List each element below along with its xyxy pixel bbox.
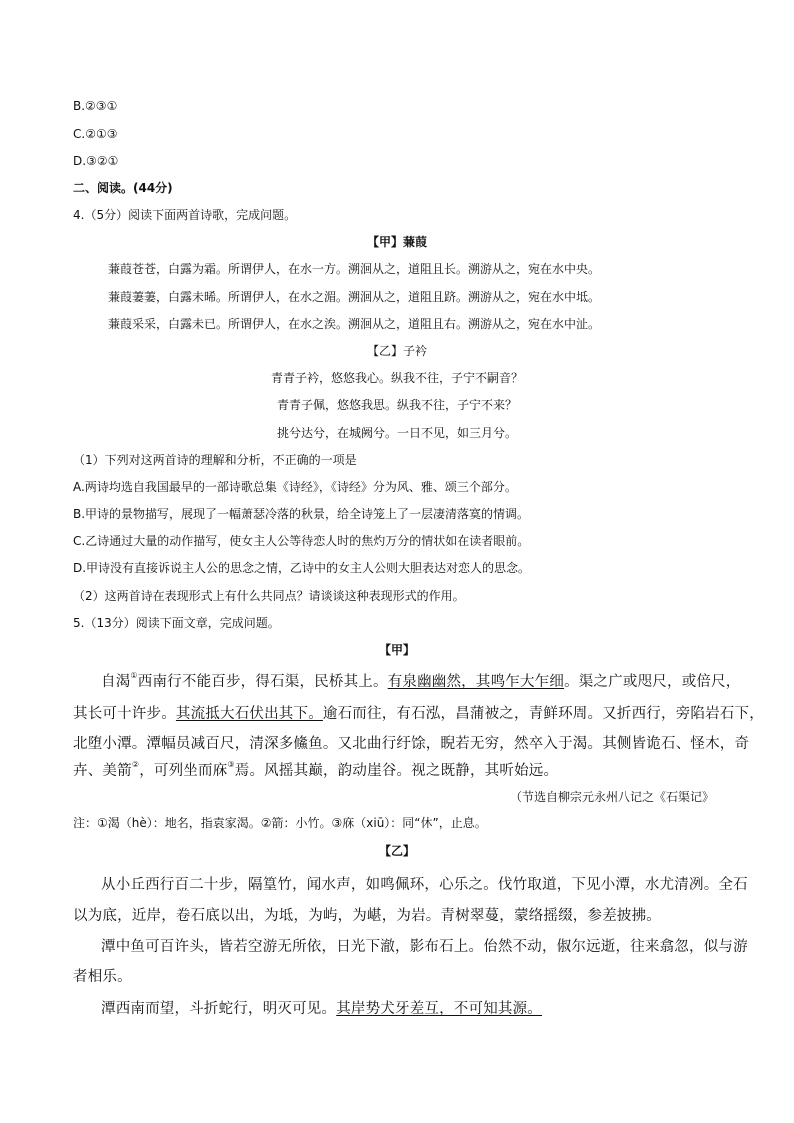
choice-d: D.甲诗没有直接诉说主人公的思念之情，乙诗中的女主人公则大胆表达对恋人的思念。	[73, 561, 531, 575]
jia-line-4: 卉、美箭②，可列坐而庥③焉。风摇其巅，韵动崖谷。视之既静，其听始远。	[73, 760, 559, 779]
jia-line-3: 北堕小潭。潭幅员减百尺，清深多鯈鱼。又北曲行纡馀，睨若无穷，然卒入于渴。其侧皆诡石、怪木，奇	[73, 736, 750, 752]
notes: 注：①渴（hè）：地名，指袁家渴。②箭：小竹。③庥（xiū）：同“休”，止息。	[73, 816, 487, 830]
q5-stem: 5.（13分）阅读下面文章，完成问题。	[73, 616, 280, 630]
option-c: C.②①③	[73, 127, 118, 141]
option-b: B.②③①	[73, 99, 118, 113]
jia-line-1: 自渴①西南行不能百步，得石渠，民桥其上。有泉幽幽然，其鸣乍大乍细。渠之广或咫尺，或倍尺，	[101, 671, 741, 690]
poem1-line: 蒹葭苍苍，白露为霜。所谓伊人，在水一方。溯洄从之，道阻且长。溯游从之，宛在水中央。	[108, 262, 601, 276]
option-d: D.③②①	[73, 154, 119, 168]
poem2-line: 青青子佩，悠悠我思。纵我不往，子宁不来？	[276, 398, 517, 412]
yi-title: 【乙】	[378, 844, 415, 858]
poem1-title: 【甲】蒹葭	[366, 235, 427, 249]
poem2-line: 青青子衿，悠悠我心。纵我不往，子宁不嗣音？	[270, 371, 523, 385]
underlined-sentence: 有泉幽幽然，其鸣乍大乍细	[387, 674, 565, 690]
poem1-line: 蒹葭萋萋，白露未晞。所谓伊人，在水之湄。溯洄从之，道阻且跻。溯游从之，宛在水中坻。	[108, 290, 601, 304]
jia-title: 【甲】	[378, 643, 415, 657]
yi-line: 潭中鱼可百许头，皆若空游无所依，日光下澈，影布石上。佁然不动，俶尔远逝，往来翕忽，似与游	[101, 939, 748, 955]
poem1-line: 蒹葭采采，白露未已。所谓伊人，在水之涘。溯洄从之，道阻且右。溯游从之，宛在水中沚。	[108, 317, 601, 331]
q4-sub2: （2）这两首诗在表现形式上有什么共同点？请谈谈这种表现形式的作用。	[73, 589, 465, 603]
poem2-line: 挑兮达兮，在城阙兮。一日不见，如三月兮。	[276, 426, 517, 440]
underlined-sentence: 其岸势犬牙差互，不可知其源。	[336, 1001, 543, 1017]
q4-sub1: （1）下列对这两首诗的理解和分析，不正确的一项是	[73, 453, 357, 467]
choice-a: A.两诗均选自我国最早的一部诗歌总集《诗经》，《诗经》分为风、雅、颂三个部分。	[73, 480, 517, 494]
yi-line: 以为底，近岸，卷石底以出，为坻，为屿，为嵁，为岩。青树翠蔓，蒙络摇缀，参差披拂。	[73, 908, 661, 924]
choice-b: B.甲诗的景物描写，展现了一幅萧瑟冷落的秋景，给全诗笼上了一层凄清落寞的情调。	[73, 507, 530, 521]
choice-c: C.乙诗通过大量的动作描写，使女主人公等待恋人时的焦灼万分的情状如在读者眼前。	[73, 534, 530, 548]
poem2-title: 【乙】子衿	[366, 344, 427, 358]
yi-line: 者相乐。	[73, 969, 132, 985]
yi-line: 从小丘西行百二十步，隔篁竹，闻水声，如鸣佩环，心乐之。伐竹取道，下见小潭，水尤清冽。全石	[101, 877, 748, 893]
jia-line-2: 其长可十许步。其流抵大石伏出其下。逾石而往，有石泓，昌蒲被之，青鲜环周。又折西行，旁陷岩石下，	[73, 706, 764, 722]
source-citation: （节选自柳宗元永州八记之《石渠记》	[509, 790, 714, 804]
section-heading: 二、阅读。(44分)	[73, 181, 173, 195]
yi-line-3: 潭西南而望，斗折蛇行，明灭可见。其岸势犬牙差互，不可知其源。	[101, 1001, 543, 1017]
q4-stem: 4.（5分）阅读下面两首诗歌，完成问题。	[73, 208, 297, 222]
